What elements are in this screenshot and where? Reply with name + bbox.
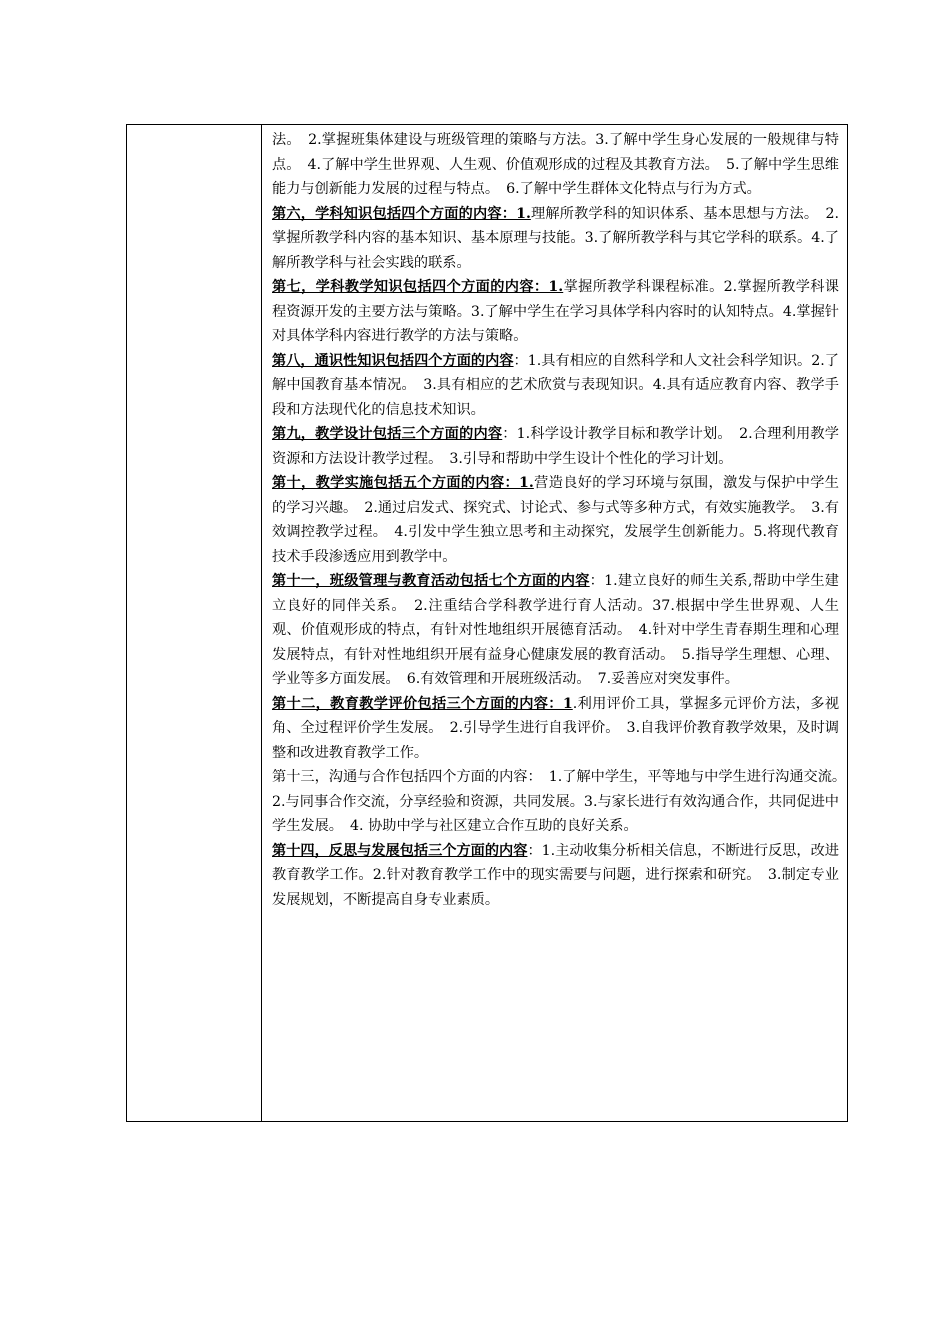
document-table	[126, 124, 854, 1122]
paragraph-text: ：1.科学设计教学目标和教学计划。 2.合理利用教学资源和方法设计教学过程。 3.引导和帮助中学生设计个性化的学习计划。	[272, 426, 839, 467]
table-left-cell	[127, 125, 262, 1121]
paragraph-heading: 第十一，班级管理与教育活动包括七个方面的内容	[272, 573, 590, 589]
paragraph-text: .利用评价工具，掌握多元评价方法，多视角、全过程评价学生发展。 2.引导学生进行自我评价。 3.自我评价教育教学效果，及时调整和改进教育教学工作。	[272, 695, 840, 761]
paragraph-text: ：1.主动收集分析相关信息，不断进行反思，改进教育教学工作。2.针对教育教学工作中的现实需要与问题，进行探索和研究。 3.制定专业发展规划，不断提高自身专业素质。	[272, 842, 839, 908]
paragraph-heading: 第十四，反思与发展包括三个方面的内容	[272, 842, 528, 859]
paragraph-text: ：1.具有相应的自然科学和人文社会科学知识。2.了解中国教育基本情况。 3.具有相应的艺术欣赏与表现知识。4.具有适应教育内容、教学手段和方法现代化的信息技术知识。	[272, 352, 839, 418]
paragraph-6-subject-knowledge	[272, 202, 839, 276]
paragraph-text: 理解所教学科的知识体系、基本思想与方法。 2.掌握所教学科内容的基本知识、基本原理与技能。3.了解所教学科与其它学科的联系。4.了解所教学科与社会实践的联系。	[272, 205, 839, 271]
paragraph-heading: 第六，学科知识包括四个方面的内容：1.	[272, 205, 531, 222]
paragraph-7-pedagogical-knowledge	[272, 275, 839, 349]
paragraph-10-teaching-implementation	[272, 471, 839, 569]
paragraph-text: 法。 2.掌握班集体建设与班级管理的策略与方法。3.了解中学生身心发展的一般规律与特点。 4.了解中学生世界观、人生观、价值观形成的过程及其教育方法。 5.了解中学生思维能力与创新能力发展的过程与特点。 6.了解中学生群体文化特点与行为方式。	[272, 132, 839, 197]
paragraph-1	[272, 128, 839, 202]
paragraph-text: 掌握所教学科课程标准。2.掌握所教学科课程资源开发的主要方法与策略。3.了解中学生在学习具体学科内容时的认知特点。4.掌握针对具体学科内容进行教学的方法与策略。	[272, 279, 839, 344]
paragraph-8-general-knowledge	[272, 349, 839, 423]
table-content-cell	[262, 125, 854, 1121]
paragraph-13-communication	[272, 765, 854, 839]
paragraph-text: 营造良好的学习环境与氛围，激发与保护中学生的学习兴趣。 2.通过启发式、探究式、讨论式、参与式等多种方式，有效实施教学。 3.有效调控教学过程。 4.引发中学生独立思考和主动探究，发展学生创新能力。5.将现代教育技术手段渗透应用到教学中。	[272, 475, 839, 565]
paragraph-11-class-management	[272, 569, 839, 692]
paragraph-9-teaching-design	[272, 422, 839, 471]
paragraph-12-evaluation	[272, 692, 839, 766]
paragraph-heading: 第八，通识性知识包括四个方面的内容	[272, 352, 514, 369]
paragraph-heading: 第七，学科教学知识包括四个方面的内容：1.	[272, 279, 564, 295]
paragraph-heading: 第十，教学实施包括五个方面的内容：1.	[272, 475, 534, 491]
paragraph-heading: 第十二，教育教学评价包括三个方面的内容：1	[272, 695, 573, 712]
paragraph-text: ：1.建立良好的师生关系,帮助中学生建立良好的同伴关系。 2.注重结合学科教学进行育人活动。37.根据中学生世界观、人生观、价值观形成的特点，有针对性地组织开展德育活动。 4.针对中学生青春期生理和心理发展特点，有针对性地组织开展有益身心健康发展的教育活动。 5.指导学生理想、心理、学业等多方面发展。 6.有效管理和开展班级活动。 7.妥善应对突发事件。	[272, 573, 839, 687]
paragraph-heading: 第九，教学设计包括三个方面的内容	[272, 426, 503, 442]
paragraph-14-reflection	[272, 839, 839, 913]
paragraph-text: 第十三，沟通与合作包括四个方面的内容： 1.了解中学生，平等地与中学生进行沟通交流。 2.与同事合作交流，分享经验和资源，共同发展。3.与家长进行有效沟通合作，共同促进中学生发展。 4. 协助中学与社区建立合作互助的良好关系。	[272, 769, 854, 834]
